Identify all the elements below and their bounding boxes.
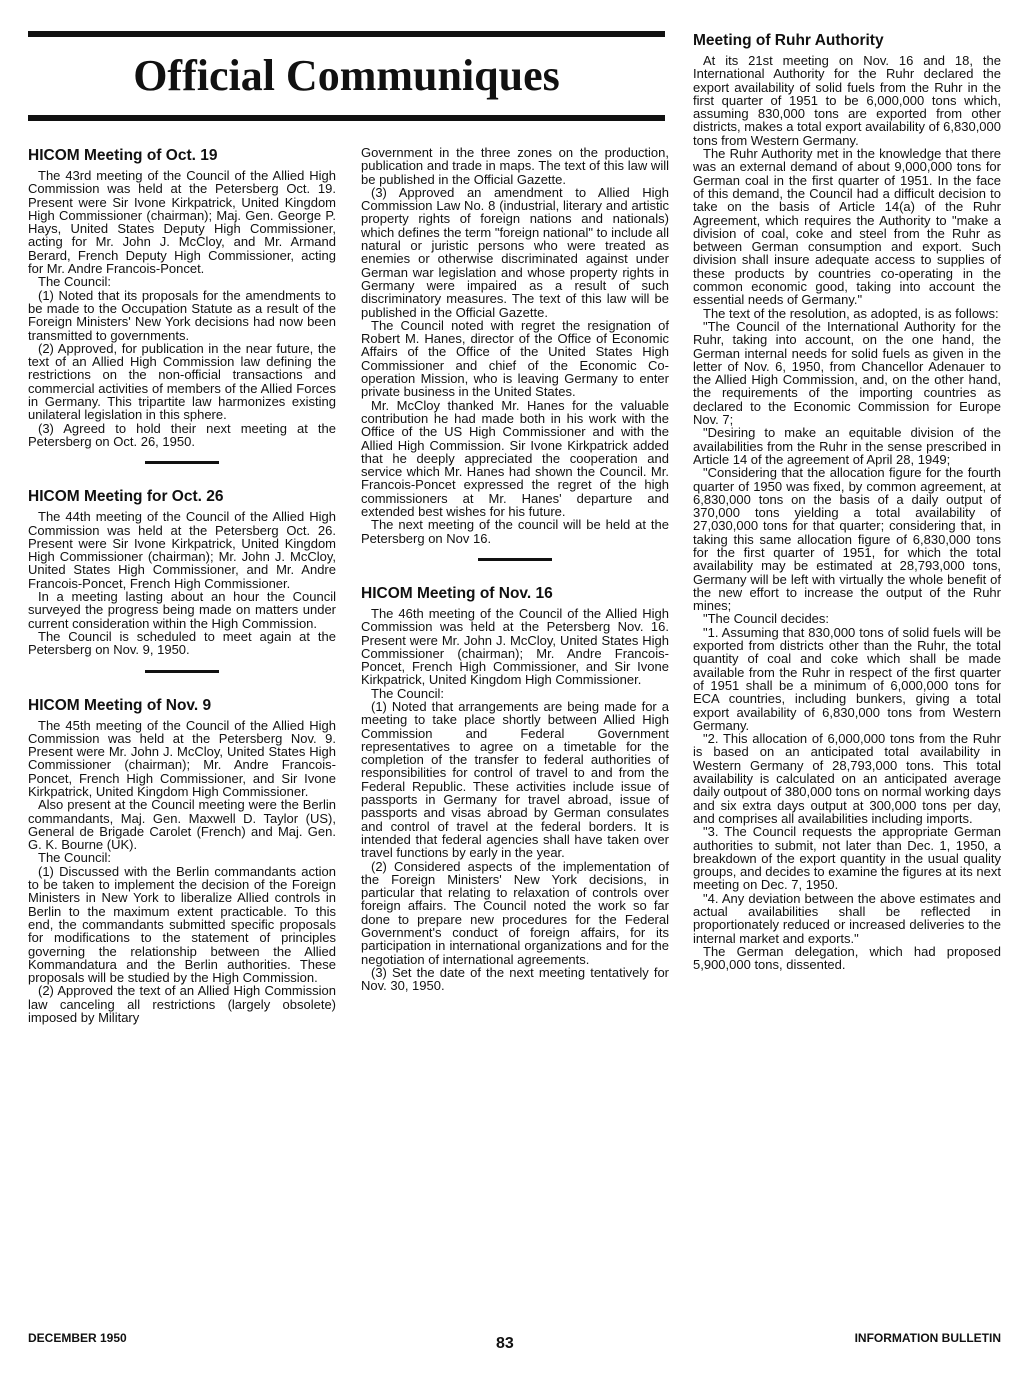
paragraph: The next meeting of the council will be held at the Petersberg on Nov 16. <box>361 517 669 546</box>
section-divider <box>145 461 219 464</box>
section-divider <box>145 670 219 673</box>
paragraph: The Council: <box>38 274 111 290</box>
masthead-top-rule <box>28 31 665 37</box>
section-heading: Meeting of Ruhr Authority <box>693 32 884 49</box>
paragraph: (3) Approved an amendment to Allied High Commission Law No. 8 (industrial, literary and artistic property rights of foreign nations and nationals) which defines the term "foreign national" to include all natural or juristic persons who were treated as enemies or otherwise discriminated against under German war legislation and whose property rights in Germany were impaired as a result of such discriminatory measures. The text of this law will be published in the Official Gazette. <box>361 184 669 320</box>
paragraph: In a meeting lasting about an hour the Council surveyed the progress being made on matters under current consideration within the High Commission. <box>28 589 336 631</box>
paragraph: The Council: <box>38 850 111 866</box>
paragraph: (3) Agreed to hold their next meeting at the Petersberg on Oct. 26, 1950. <box>28 420 336 449</box>
paragraph: "1. Assuming that 830,000 tons of solid fuels will be exported from districts other than the Ruhr, the total quantity of coal and coke which shall be made available from the Ruhr in respect of the first quarter of 1951 shall be a minimum of 6,000,000 tons for ECA countries, including bunkers, giving a total export availability of 6,830,000 tons from Western Germany. <box>693 624 1001 733</box>
paragraph: The Council noted with regret the resignation of Robert M. Hanes, director of the Office of Economic Affairs of the Office of the United States High Commissioner and chief of the Economic Co-operation Mission, who is leaving Germany to enter private business in the United States. <box>361 317 669 400</box>
paragraph: "The Council decides: <box>703 611 830 627</box>
section-divider <box>478 558 552 561</box>
page-number: 83 <box>496 1335 514 1352</box>
paragraph: Mr. McCloy thanked Mr. Hanes for the valuable contribution he had made both in his work with the Office of the US High Commissioner and with the Allied High Commission. Sir Ivone Kirkpatrick added that he deeply appreciated the cooperation and service which Mr. Hanes had shown the Council. Mr. Francois-Poncet expressed the regret of the high commissioners at Mr. Hanes' departure and extended best wishes for his future. <box>361 397 669 520</box>
paragraph: (3) Set the date of the next meeting tentatively for Nov. 30, 1950. <box>361 964 669 994</box>
paragraph: "The Council of the International Authority for the Ruhr, taking into account, on the one hand, the German internal needs for solid fuels as given in the letter of Nov. 6, 1950, from Chancellor Adenauer to the Allied High Commission, and, on the other hand, the requirements of the importing countries as declared to the Economic Commission for Europe Nov. 7; <box>693 318 1001 428</box>
paragraph: The Council is scheduled to meet again at the Petersberg on Nov. 9, 1950. <box>28 628 336 658</box>
paragraph: "Considering that the allocation figure for the fourth quarter of 1950 was fixed, by common agreement, at 6,830,000 tons on the basis of a daily output of 370,000 tons yielding a total availability of 27,030,000 tons for that quarter; considering that, in taking this same allocation figure of 6,830,000 tons for the first quarter of 1951, for which the total availability may be estimated at 28,793,000 tons, Germany will be left with virtually the whole benefit of the new effort to increase the output of the Ruhr mines; <box>693 465 1001 614</box>
paragraph: The Council: <box>371 685 444 701</box>
paragraph: Also present at the Council meeting were the Berlin commandants, Maj. Gen. Maxwell D. Taylor (US), General de Brigade Carolet (French) and Maj. Gen. G. K. Bourne (UK). <box>28 797 336 853</box>
paragraph: The German delegation, which had proposed 5,900,000 tons, dissented. <box>693 943 1001 973</box>
paragraph: The 44th meeting of the Council of the Allied High Commission was held at the Petersberg Oct. 26. Present were Sir Ivone Kirkpatrick, United Kingdom High Commissioner (chairman); Mr. John J. McCloy, United States High Commissioner, and Mr. Andre Francois-Poncet, French High Commissioner. <box>28 509 336 591</box>
paragraph: "4. Any deviation between the above estimates and actual availabilities shall be reflected in proportionately reduced or increased deliveries to the internal market and exports." <box>693 890 1001 946</box>
paragraph: The 45th meeting of the Council of the Allied High Commission was held at the Petersberg Nov. 9. Present were Mr. John J. McCloy, United States High Commissioner (chairman); Mr. Andre Francois-Poncet, French High Commissioner, and Sir Ivone Kirkpatrick, United Kingdom High Commissioner. <box>28 717 336 799</box>
paragraph: At its 21st meeting on Nov. 16 and 18, the International Authority for the Ruhr declared the export availability of solid fuels from the Ruhr in the first quarter of 1951 to be 6,000,000 tons which, assuming 830,000 tons are exported from other districts, makes a total export availability of 6,830,000 tons from Western Germany. <box>693 53 1001 148</box>
paragraph: The 46th meeting of the Council of the Allied High Commission was held at the Petersberg Nov. 16. Present were Mr. John J. McCloy, United States High Commissioner (chairman); Mr. Andre Francois-Poncet, French High Commissioner, and Sir Ivone Kirkpatrick, United Kingdom High Commissioner. <box>361 605 669 688</box>
column-1 <box>28 146 336 1024</box>
masthead-bottom-rule <box>28 115 665 121</box>
paragraph: "2. This allocation of 6,000,000 tons from the Ruhr is based on an anticipated total availability in Western Germany of 28,793,000 tons. This total availability is calculated on an anticipated average daily outpout of 380,000 tons on normal working days and six extra days output at 300,000 tons per day, and comprises all availabilities including imports. <box>693 731 1001 826</box>
paragraph: The text of the resolution, as adopted, is as follows: <box>703 305 999 321</box>
paragraph: The 43rd meeting of the Council of the Allied High Commission was held at the Petersberg Oct. 19. Present were Sir Ivone Kirkpatrick, United Kingdom High Commissioner (chairman); Maj. Gen. George P. Hays, United States Deputy High Commissioner, acting for Mr. John J. McCloy, and Mr. Armand Berard, French Deputy High Commissioner, acting for Mr. Andre Francois-Poncet. <box>28 168 336 277</box>
paragraph: (2) Approved the text of an Allied High Commission law canceling all restrictions (largely obsolete) imposed by Military <box>28 983 336 1026</box>
paragraph: The Ruhr Authority met in the knowledge that there was an external demand of about 9,000,000 tons for German coal in the first quarter of 1951. In the face of this demand, the Council had a difficult decision to take on the basis of Article 14(a) of the Ruhr Agreement, which requires the Authority to "make a division of coal, coke and steel from the Ruhr as between German consumption and export. Such division shall insure adequate access to supplies of these products by countries co-operating in the common economic good, taking into account the essential needs of Germany." <box>693 146 1001 308</box>
section-heading: HICOM Meeting of Nov. 9 <box>28 696 212 714</box>
paragraph: (1) Noted that arrangements are being made for a meeting to take place shortly between Allied High Commission and Federal Government representatives to agree on a timetable for the completion of the transfer to federal authorities of responsibilities for control of travel to and from the Federal Republic. These activities include issue of passports in Germany for travel abroad, issue of passports and visas abroad by German consulates and control of travel at the federal borders. It is intended that federal agencies shall have taken over travel functions by early in the year. <box>361 698 669 861</box>
section-heading: HICOM Meeting for Oct. 26 <box>28 488 224 506</box>
section-heading: HICOM Meeting of Oct. 19 <box>28 147 218 164</box>
column-3 <box>693 31 1001 971</box>
paragraph: Government in the three zones on the production, publication and trade in maps. The text of this law will be published in the Official Gazette. <box>361 145 669 187</box>
footer-publication: INFORMATION BULLETIN <box>854 1331 1001 1345</box>
masthead-title: Official Communiques <box>133 51 560 100</box>
paragraph: (2) Approved, for publication in the near future, the text of an Allied High Commission law defining the restrictions on the non-official transactions and commercial activities of members of the Allied Forces in Germany. This tripartite law harmonizes existing unilateral legislation in this sphere. <box>28 340 336 423</box>
paragraph: (2) Considered aspects of the implementation of the Foreign Ministers' New York decisions, in particular that relating to relaxation of controls over foreign affairs. The Council noted the work so far done to prepare new procedures for the Federal Government's conduct of foreign affairs, for its participation in international organizations and for the negotiation of international agreements. <box>361 858 669 967</box>
paragraph: (1) Noted that its proposals for the amendments to be made to the Occupation Statute as a result of the Foreign Ministers' New York decisions had now been transmitted to governments. <box>28 287 336 343</box>
footer-date: DECEMBER 1950 <box>28 1331 127 1345</box>
section-heading: HICOM Meeting of Nov. 16 <box>361 584 553 602</box>
column-2 <box>361 146 669 993</box>
paragraph: "Desiring to make an equitable division of the availabilities from the Ruhr in the sense prescribed in Article 14 of the agreement of April 28, 1949; <box>693 425 1001 467</box>
paragraph: "3. The Council requests the appropriate German authorities to submit, not later than Dec. 1, 1950, a breakdown of the export quantity in the usual quality groups, and decides to examine the figures at its next meeting on Dec. 7, 1950. <box>693 824 1001 893</box>
paragraph: (1) Discussed with the Berlin commandants action to be taken to implement the decision of the Foreign Ministers in New York to liberalize Allied controls in Berlin to the maximum extent practicable. To this end, the commandants submitted specific proposals for modifications to the statement of principles governing the relationship between the Allied Kommandatura and the Berlin authorities. These proposals will be studied by the High Commission. <box>28 863 336 986</box>
